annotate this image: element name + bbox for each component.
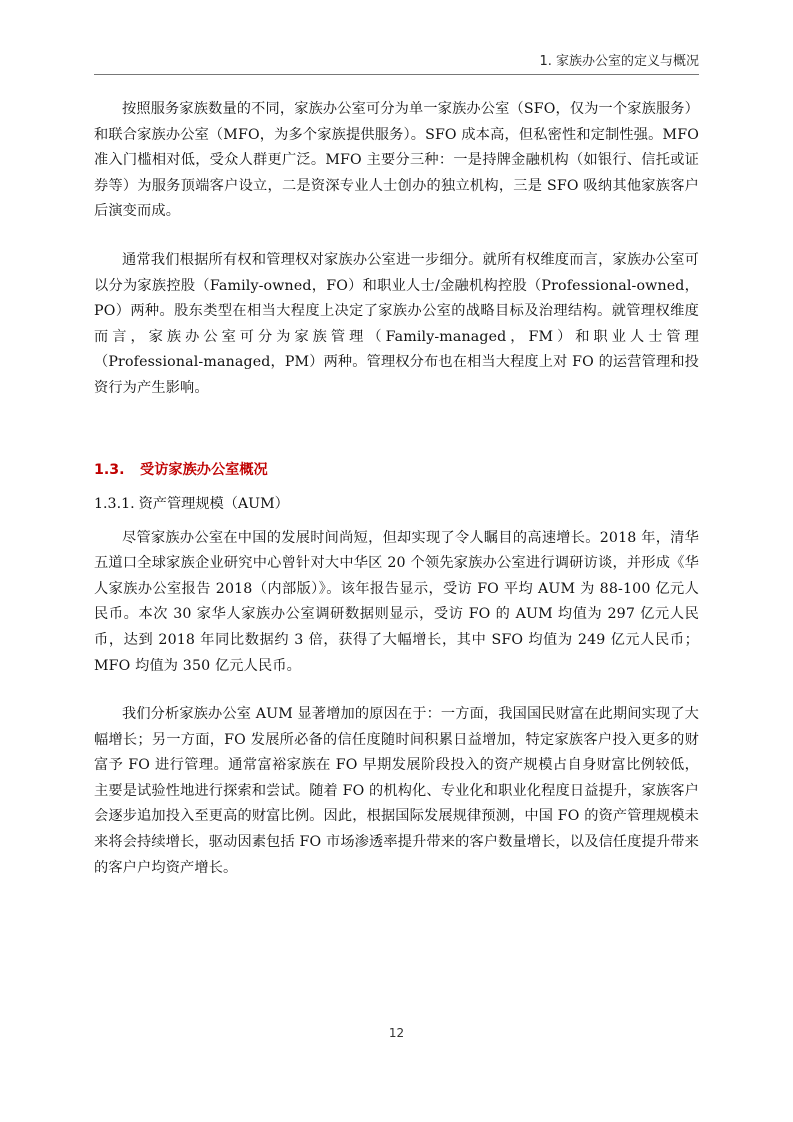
subsection-title: 资产管理规模（AUM） bbox=[138, 495, 289, 512]
section-heading bbox=[94, 458, 699, 483]
paragraph-sfo-mfo: 按照服务家族数量的不同，家族办公室可分为单一家族办公室（SFO，仅为一个家族服务）和联合家族办公室（MFO，为多个家族提供服务）。SFO 成本高，但私密性和定制性强。MFO 准入门槛相对低，受众人群更广泛。MFO 主要分三种：一是持牌金融机构（如银行、信托或证券等）为服务顶端客户设立，二是资深专业人士创办的独立机构，三是 SFO 吸纳其他家族客户后演变而成。 bbox=[94, 101, 699, 220]
paragraph-ownership: 通常我们根据所有权和管理权对家族办公室进一步细分。就所有权维度而言，家族办公室可以分为家族控股（Family-owned，FO）和职业人士/金融机构控股（Professional-owned，PO）两种。股东类型在相当大程度上决定了家族办公室的战略目标及治理结构。就管理权维度而言，家族办公室可分为家族管理（Family-managed，FM）和职业人士管理（Professional-managed，PM）两种。管理权分布也在相当大程度上对 FO 的运营管理和投资行为产生影响。 bbox=[94, 251, 699, 396]
page-number: 12 bbox=[388, 1026, 405, 1040]
section-title: 受访家族办公室概况 bbox=[140, 461, 268, 478]
page-body bbox=[94, 97, 699, 881]
running-header: 1. 家族办公室的定义与概况 bbox=[539, 54, 699, 69]
subsection-heading bbox=[94, 492, 699, 517]
section-number: 1.3. bbox=[94, 461, 125, 478]
header-divider bbox=[94, 74, 699, 75]
paragraph-aum-growth: 尽管家族办公室在中国的发展时间尚短，但却实现了令人瞩目的高速增长。2018 年，清华五道口全球家族企业研究中心曾针对大中华区 20 个领先家族办公室进行调研访谈，并形成《华人家族办公室报告 2018（内部版）》。该年报告显示，受访 FO 平均 AUM 为 88-100 亿元人民币。本次 30 家华人家族办公室调研数据则显示，受访 FO 的 AUM 均值为 297 亿元人民币，达到 2018 年同比数据约 3 倍，获得了大幅增长，其中 SFO 均值为 249 亿元人民币；MFO 均值为 350 亿元人民币。 bbox=[94, 529, 699, 674]
subsection-number: 1.3.1. bbox=[94, 495, 135, 512]
paragraph-aum-reasons: 我们分析家族办公室 AUM 显著增加的原因在于：一方面，我国国民财富在此期间实现了大幅增长；另一方面，FO 发展所必备的信任度随时间积累日益增加，特定家族客户投入更多的财富予 FO 进行管理。通常富裕家族在 FO 早期发展阶段投入的资产规模占自身财富比例较低，主要是试验性地进行探索和尝试。随着 FO 的机构化、专业化和职业化程度日益提升，家族客户会逐步追加投入至更高的财富比例。因此，根据国际发展规律预测，中国 FO 的资产管理规模未来将会持续增长，驱动因素包括 FO 市场渗透率提升带来的客户数量增长，以及信任度提升带来的客户户均资产增长。 bbox=[94, 706, 699, 876]
